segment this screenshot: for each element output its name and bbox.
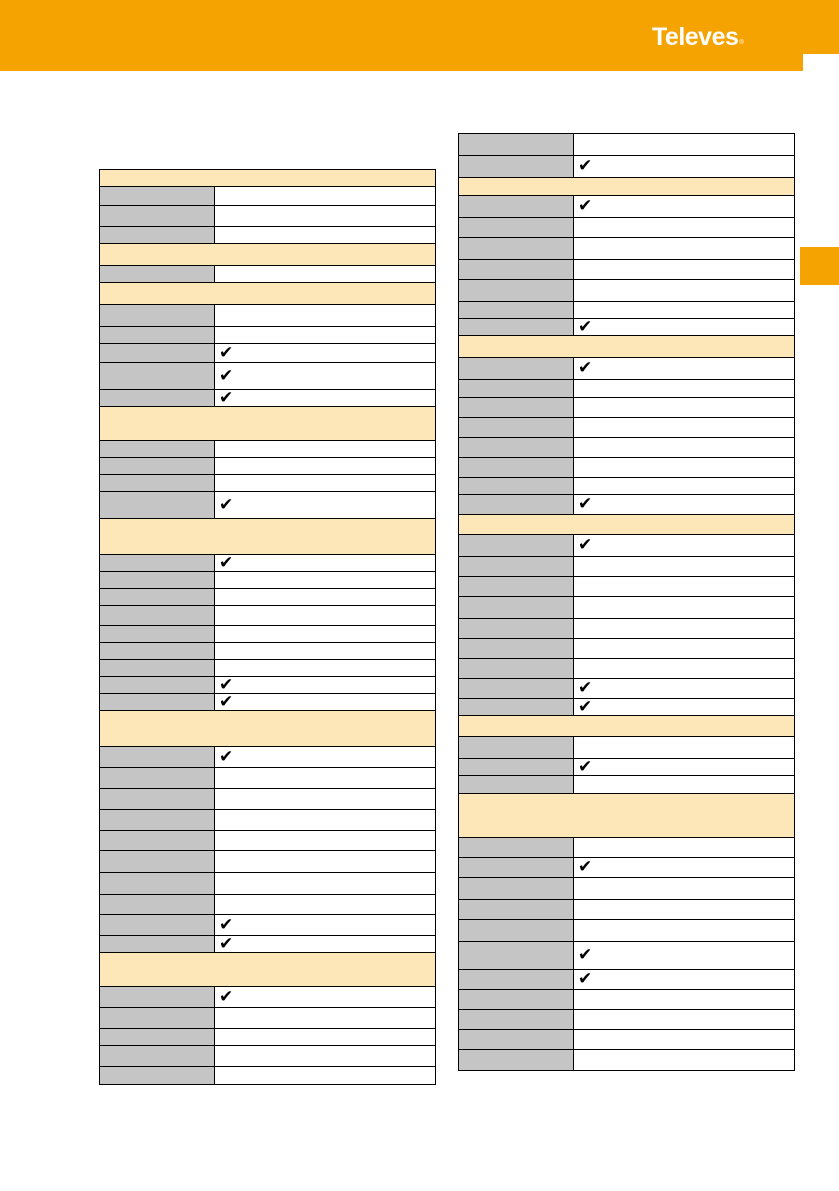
left-table-row <box>100 810 435 831</box>
row-value-cell <box>574 737 794 758</box>
row-label-cell <box>100 789 215 809</box>
row-label-cell <box>459 659 574 678</box>
row-label-cell <box>100 1029 215 1045</box>
row-value-cell <box>215 552 435 573</box>
row-value-cell <box>574 238 794 259</box>
row-label-cell <box>459 759 574 775</box>
checkmark-icon: ✔ <box>219 342 234 363</box>
right-table-row <box>459 316 794 337</box>
trademark-mark: ® <box>739 40 744 46</box>
row-label-cell <box>459 535 574 556</box>
right-section-header <box>459 336 794 358</box>
row-value-cell <box>574 134 794 155</box>
row-value-cell <box>574 659 794 678</box>
row-label-cell <box>459 238 574 259</box>
row-label-cell <box>459 577 574 596</box>
left-table-row <box>100 933 435 954</box>
left-section-header <box>100 711 435 747</box>
row-label-cell <box>100 344 215 362</box>
row-value-cell <box>574 900 794 919</box>
row-value-cell <box>574 398 794 417</box>
row-value-cell <box>574 639 794 658</box>
right-table-row <box>459 156 794 178</box>
row-value-cell <box>215 915 435 935</box>
row-value-cell <box>215 674 435 695</box>
checkmark-icon: ✔ <box>219 387 234 408</box>
row-value-cell <box>215 768 435 788</box>
row-value-cell <box>574 316 794 337</box>
right-table-row <box>459 970 794 990</box>
row-label-cell <box>459 597 574 618</box>
row-label-cell <box>459 858 574 877</box>
checkmark-icon: ✔ <box>219 365 234 386</box>
left-table-row <box>100 747 435 768</box>
row-value-cell <box>215 987 435 1007</box>
right-section-header <box>459 515 794 535</box>
row-label-cell <box>459 260 574 279</box>
row-label-cell <box>459 380 574 397</box>
row-label-cell <box>100 227 215 243</box>
left-table-row <box>100 1046 435 1067</box>
row-value-cell <box>215 660 435 676</box>
televes-logo <box>652 22 743 52</box>
right-table-row <box>459 659 794 679</box>
row-value-cell <box>574 260 794 279</box>
row-value-cell <box>574 495 794 514</box>
row-value-cell <box>215 895 435 914</box>
row-label-cell <box>459 319 574 335</box>
row-label-cell <box>100 492 215 518</box>
checkmark-icon: ✔ <box>578 756 593 777</box>
row-label-cell <box>100 1046 215 1066</box>
row-value-cell <box>574 156 794 177</box>
row-label-cell <box>100 1008 215 1028</box>
checkmark-icon: ✔ <box>219 914 234 935</box>
row-label-cell <box>100 694 215 710</box>
row-value-cell <box>574 970 794 989</box>
right-table-row <box>459 756 794 777</box>
left-table-row <box>100 475 435 492</box>
right-table-row <box>459 920 794 942</box>
row-label-cell <box>459 699 574 715</box>
row-value-cell <box>215 206 435 226</box>
left-section-header <box>100 244 435 266</box>
right-table-row <box>459 900 794 920</box>
row-value-cell <box>215 691 435 712</box>
row-value-cell <box>215 606 435 625</box>
row-value-cell <box>574 577 794 596</box>
row-value-cell <box>215 1029 435 1045</box>
left-table-row <box>100 363 435 390</box>
row-label-cell <box>100 987 215 1007</box>
row-label-cell <box>459 280 574 301</box>
right-section-header <box>459 178 794 196</box>
row-value-cell <box>574 776 794 793</box>
row-value-cell <box>574 1010 794 1029</box>
row-label-cell <box>459 438 574 457</box>
row-value-cell <box>574 696 794 717</box>
row-value-cell <box>574 418 794 437</box>
row-label-cell <box>459 358 574 379</box>
right-section-header <box>459 794 794 838</box>
left-table-row <box>100 915 435 936</box>
right-table-row <box>459 737 794 759</box>
row-value-cell <box>574 1050 794 1070</box>
row-value-cell <box>215 831 435 850</box>
row-label-cell <box>100 936 215 952</box>
right-table-row <box>459 1010 794 1030</box>
right-table-row <box>459 260 794 280</box>
row-value-cell <box>574 218 794 237</box>
row-label-cell <box>100 475 215 491</box>
row-label-cell <box>459 302 574 318</box>
row-value-cell <box>215 363 435 389</box>
left-table-row <box>100 1067 435 1084</box>
row-value-cell <box>574 756 794 777</box>
logo-text: Televes <box>652 23 739 51</box>
right-table-row <box>459 942 794 970</box>
right-table-row <box>459 280 794 302</box>
right-table-row <box>459 878 794 900</box>
row-label-cell <box>459 134 574 155</box>
checkmark-icon: ✔ <box>219 746 234 767</box>
row-value-cell <box>574 380 794 397</box>
row-value-cell <box>215 305 435 326</box>
row-label-cell <box>100 327 215 343</box>
right-table-row <box>459 238 794 260</box>
right-table-row <box>459 838 794 858</box>
right-table-row <box>459 557 794 577</box>
row-value-cell <box>574 838 794 857</box>
right-table-row <box>459 218 794 238</box>
row-label-cell <box>100 810 215 830</box>
row-value-cell <box>215 1046 435 1066</box>
row-label-cell <box>459 458 574 477</box>
row-value-cell <box>215 873 435 894</box>
row-label-cell <box>459 737 574 758</box>
row-value-cell <box>215 643 435 659</box>
right-table-row <box>459 1050 794 1070</box>
row-label-cell <box>459 942 574 969</box>
left-table-row <box>100 606 435 626</box>
row-value-cell <box>574 878 794 899</box>
left-table-row <box>100 227 435 244</box>
right-table-row <box>459 438 794 458</box>
left-table-row <box>100 1029 435 1046</box>
row-value-cell <box>215 1067 435 1084</box>
left-table-row <box>100 789 435 810</box>
row-label-cell <box>100 851 215 872</box>
row-label-cell <box>100 390 215 406</box>
left-section-header <box>100 407 435 441</box>
right-table-row <box>459 380 794 398</box>
checkmark-icon: ✔ <box>578 678 593 698</box>
row-value-cell <box>215 266 435 282</box>
left-table-row <box>100 206 435 227</box>
row-value-cell <box>574 358 794 379</box>
row-value-cell <box>215 475 435 491</box>
spec-table-left <box>99 169 436 1085</box>
checkmark-icon: ✔ <box>219 933 234 954</box>
left-table-row <box>100 187 435 206</box>
row-label-cell <box>459 557 574 576</box>
row-value-cell <box>215 851 435 872</box>
checkmark-icon: ✔ <box>578 857 593 877</box>
right-table-row <box>459 535 794 557</box>
right-table-row <box>459 990 794 1010</box>
right-section-header <box>459 716 794 737</box>
row-value-cell <box>574 438 794 457</box>
row-label-cell <box>459 878 574 899</box>
row-value-cell <box>215 572 435 588</box>
left-table-row <box>100 441 435 458</box>
checkmark-icon: ✔ <box>578 156 593 176</box>
row-value-cell <box>215 327 435 343</box>
right-table-row <box>459 1030 794 1050</box>
checkmark-icon: ✔ <box>578 969 593 989</box>
row-value-cell <box>215 589 435 605</box>
checkmark-icon: ✔ <box>219 674 234 695</box>
left-table-row <box>100 643 435 660</box>
row-label-cell <box>100 677 215 693</box>
row-value-cell <box>574 1030 794 1049</box>
row-label-cell <box>100 458 215 474</box>
left-table-row <box>100 831 435 851</box>
row-value-cell <box>574 302 794 318</box>
row-value-cell <box>574 458 794 477</box>
right-table-row <box>459 776 794 794</box>
row-label-cell <box>100 266 215 282</box>
row-value-cell <box>574 990 794 1009</box>
row-label-cell <box>100 589 215 605</box>
row-value-cell <box>215 387 435 408</box>
left-table-row <box>100 458 435 475</box>
left-table-row <box>100 589 435 606</box>
left-table-row <box>100 492 435 519</box>
row-label-cell <box>100 187 215 205</box>
row-label-cell <box>459 196 574 217</box>
row-label-cell <box>459 218 574 237</box>
row-label-cell <box>459 418 574 437</box>
left-table-row <box>100 387 435 408</box>
checkmark-icon: ✔ <box>578 945 593 965</box>
right-table-row <box>459 458 794 478</box>
row-label-cell <box>100 206 215 226</box>
row-label-cell <box>100 626 215 642</box>
right-table-row <box>459 418 794 438</box>
checkmark-icon: ✔ <box>219 691 234 712</box>
row-label-cell <box>459 495 574 514</box>
row-value-cell <box>215 810 435 830</box>
checkmark-icon: ✔ <box>219 494 234 515</box>
left-table-row <box>100 552 435 573</box>
right-table-row <box>459 858 794 878</box>
row-value-cell <box>215 492 435 518</box>
row-label-cell <box>100 1067 215 1084</box>
left-table-row <box>100 327 435 344</box>
checkmark-icon: ✔ <box>578 494 593 514</box>
row-label-cell <box>459 398 574 417</box>
left-table-row <box>100 1008 435 1029</box>
spec-table-right <box>458 133 795 1071</box>
right-table-row <box>459 696 794 717</box>
row-label-cell <box>100 441 215 457</box>
left-table-row <box>100 674 435 695</box>
row-value-cell <box>574 478 794 494</box>
row-label-cell <box>459 679 574 698</box>
row-label-cell <box>100 363 215 389</box>
left-section-header <box>100 170 435 187</box>
row-label-cell <box>100 895 215 914</box>
row-label-cell <box>459 990 574 1009</box>
row-value-cell <box>215 626 435 642</box>
right-table-row <box>459 597 794 619</box>
left-table-row <box>100 572 435 589</box>
row-value-cell <box>215 187 435 205</box>
row-value-cell <box>215 344 435 362</box>
row-label-cell <box>459 619 574 638</box>
row-label-cell <box>100 873 215 894</box>
page-number-box <box>803 54 839 71</box>
checkmark-icon: ✔ <box>578 316 593 337</box>
row-value-cell <box>574 679 794 698</box>
row-value-cell <box>215 458 435 474</box>
row-value-cell <box>574 619 794 638</box>
checkmark-icon: ✔ <box>219 986 234 1007</box>
row-label-cell <box>459 478 574 494</box>
row-label-cell <box>459 1030 574 1049</box>
right-table-row <box>459 478 794 495</box>
row-value-cell <box>215 747 435 767</box>
section-side-tab <box>800 247 839 285</box>
left-table-row <box>100 626 435 643</box>
row-value-cell <box>574 557 794 576</box>
row-label-cell <box>100 831 215 850</box>
row-value-cell <box>574 858 794 877</box>
row-label-cell <box>100 660 215 676</box>
left-table-row <box>100 305 435 327</box>
row-value-cell <box>215 789 435 809</box>
left-section-header <box>100 519 435 555</box>
left-table-row <box>100 895 435 915</box>
row-value-cell <box>215 441 435 457</box>
row-label-cell <box>459 776 574 793</box>
row-label-cell <box>100 915 215 935</box>
right-table-row <box>459 134 794 156</box>
checkmark-icon: ✔ <box>219 552 234 573</box>
left-table-row <box>100 691 435 712</box>
left-section-header <box>100 283 435 305</box>
row-value-cell <box>574 597 794 618</box>
checkmark-icon: ✔ <box>578 358 593 378</box>
checkmark-icon: ✔ <box>578 535 593 555</box>
row-label-cell <box>459 1010 574 1029</box>
left-table-row <box>100 987 435 1008</box>
row-label-cell <box>100 555 215 571</box>
right-table-row <box>459 495 794 515</box>
row-value-cell <box>574 280 794 301</box>
row-label-cell <box>100 747 215 767</box>
row-label-cell <box>100 572 215 588</box>
row-label-cell <box>100 643 215 659</box>
right-table-row <box>459 196 794 218</box>
row-label-cell <box>459 838 574 857</box>
row-value-cell <box>574 920 794 941</box>
row-label-cell <box>459 970 574 989</box>
row-value-cell <box>574 535 794 556</box>
right-table-row <box>459 302 794 319</box>
row-label-cell <box>100 768 215 788</box>
checkmark-icon: ✔ <box>578 196 593 216</box>
row-label-cell <box>459 900 574 919</box>
left-table-row <box>100 768 435 789</box>
left-table-row <box>100 873 435 895</box>
left-table-row <box>100 266 435 283</box>
row-value-cell <box>215 227 435 243</box>
row-label-cell <box>459 1050 574 1070</box>
left-table-row <box>100 344 435 363</box>
right-table-row <box>459 577 794 597</box>
right-table-row <box>459 398 794 418</box>
left-table-row <box>100 851 435 873</box>
row-label-cell <box>459 639 574 658</box>
row-label-cell <box>459 920 574 941</box>
right-table-row <box>459 619 794 639</box>
row-value-cell <box>215 1008 435 1028</box>
checkmark-icon: ✔ <box>578 696 593 717</box>
right-table-row <box>459 679 794 699</box>
row-label-cell <box>459 156 574 177</box>
left-table-row <box>100 660 435 677</box>
row-label-cell <box>100 305 215 326</box>
right-table-row <box>459 358 794 380</box>
left-section-header <box>100 953 435 987</box>
row-value-cell <box>574 942 794 969</box>
row-label-cell <box>100 606 215 625</box>
row-value-cell <box>215 933 435 954</box>
row-value-cell <box>574 196 794 217</box>
right-table-row <box>459 639 794 659</box>
